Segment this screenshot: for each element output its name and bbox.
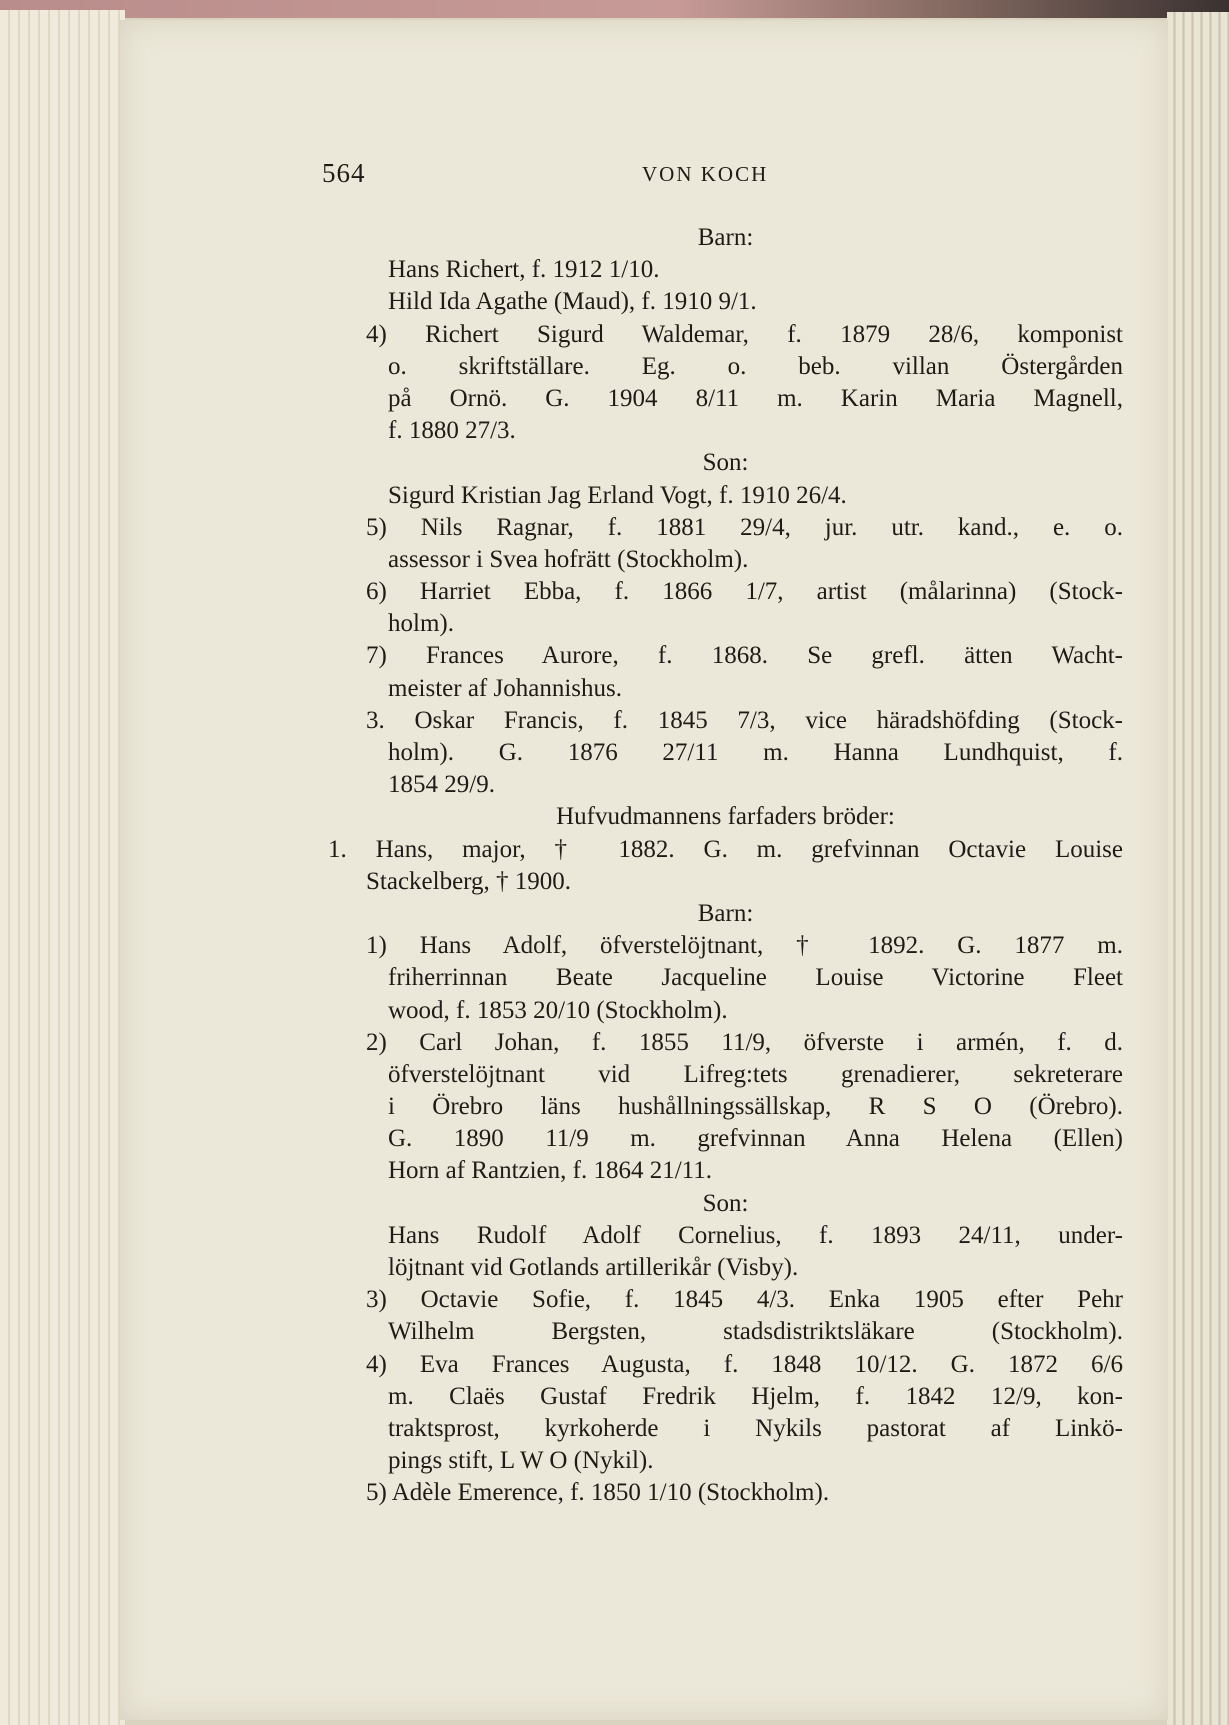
page-number: 564 <box>322 158 366 188</box>
running-title: VON KOCH <box>642 162 769 186</box>
text-line: wood, f. 1853 20/10 (Stockholm). <box>388 996 728 1024</box>
text-line: Horn af Rantzien, f. 1864 21/11. <box>388 1157 712 1185</box>
text-line: pings stift, L W O (Nykil). <box>388 1447 654 1475</box>
text-line: traktsprost, kyrkoherde i Nykils pastorat af Linkö- <box>388 1414 1123 1442</box>
book-top-edge <box>0 0 1229 18</box>
text-line: Hans Richert, f. 1912 1/10. <box>388 256 660 284</box>
text-line: holm). G. 1876 27/11 m. Hanna Lundhquist, f. <box>388 739 1123 766</box>
text-line: m. Claës Gustaf Fredrik Hjelm, f. 1842 12/9, kon- <box>388 1382 1123 1410</box>
text-line: löjtnant vid Gotlands artillerikår (Visby). <box>388 1254 799 1281</box>
text-line: 3. Oskar Francis, f. 1845 7/3, vice häradshöfding (Stock- <box>366 706 1123 734</box>
text-line: Sigurd Kristian Jag Erland Vogt, f. 1910 26/4. <box>388 481 847 509</box>
text-line: Stackelberg, † 1900. <box>366 867 572 895</box>
text-line: 4) Richert Sigurd Waldemar, f. 1879 28/6, komponist <box>366 320 1123 348</box>
text-line: holm). <box>388 610 454 638</box>
text-line: 5) Adèle Emerence, f. 1850 1/10 (Stockholm). <box>366 1479 830 1507</box>
text-line: meister af Johannishus. <box>388 674 622 702</box>
section-heading: Son: <box>702 1189 749 1217</box>
text-line: G. 1890 11/9 m. grefvinnan Anna Helena (Ellen) <box>388 1125 1123 1153</box>
text-line: 6) Harriet Ebba, f. 1866 1/7, artist (målarinna) (Stock- <box>366 578 1123 606</box>
text-line: 2) Carl Johan, f. 1855 11/9, öfverste i armén, f. d. <box>366 1028 1123 1056</box>
book-page-edges-left <box>0 10 125 1725</box>
text-line: friherrinnan Beate Jacqueline Louise Victorine Fleet <box>388 964 1123 992</box>
genealogy-text <box>328 222 1123 1510</box>
section-heading: Barn: <box>697 899 754 927</box>
text-line: f. 1880 27/3. <box>388 417 516 445</box>
text-line: 1854 29/9. <box>388 771 495 799</box>
section-heading: Son: <box>702 449 749 477</box>
section-heading: Hufvudmannens farfaders bröder: <box>556 803 895 831</box>
text-line: på Ornö. G. 1904 8/11 m. Karin Maria Magnell, <box>388 384 1123 412</box>
text-line: 1) Hans Adolf, öfverstelöjtnant, † 1892. G. 1877 m. <box>366 932 1123 960</box>
text-line: 4) Eva Frances Augusta, f. 1848 10/12. G. 1872 6/6 <box>366 1350 1123 1378</box>
text-line: öfverstelöjtnant vid Lifreg:tets grenadierer, sekreterare <box>388 1060 1123 1088</box>
text-line: Hild Ida Agathe (Maud), f. 1910 9/1. <box>388 288 757 316</box>
text-line: 7) Frances Aurore, f. 1868. Se grefl. ätten Wacht- <box>366 642 1123 670</box>
section-heading: Barn: <box>697 224 754 251</box>
text-line: Wilhelm Bergsten, stadsdistriktsläkare (Stockholm). <box>388 1318 1123 1346</box>
text-line: 5) Nils Ragnar, f. 1881 29/4, jur. utr. kand., e. o. <box>366 513 1123 541</box>
text-line: Hans Rudolf Adolf Cornelius, f. 1893 24/11, under- <box>388 1221 1123 1249</box>
text-line: 1. Hans, major, † 1882. G. m. grefvinnan Octavie Louise <box>328 835 1123 863</box>
text-line: 3) Octavie Sofie, f. 1845 4/3. Enka 1905 efter Pehr <box>366 1286 1123 1314</box>
text-line: i Örebro läns hushållningssällskap, R S O (Örebro). <box>388 1093 1123 1121</box>
text-line: assessor i Svea hofrätt (Stockholm). <box>388 545 749 573</box>
text-line: o. skriftställare. Eg. o. beb. villan Östergården <box>388 352 1123 380</box>
book-page-edges-right <box>1167 12 1229 1725</box>
